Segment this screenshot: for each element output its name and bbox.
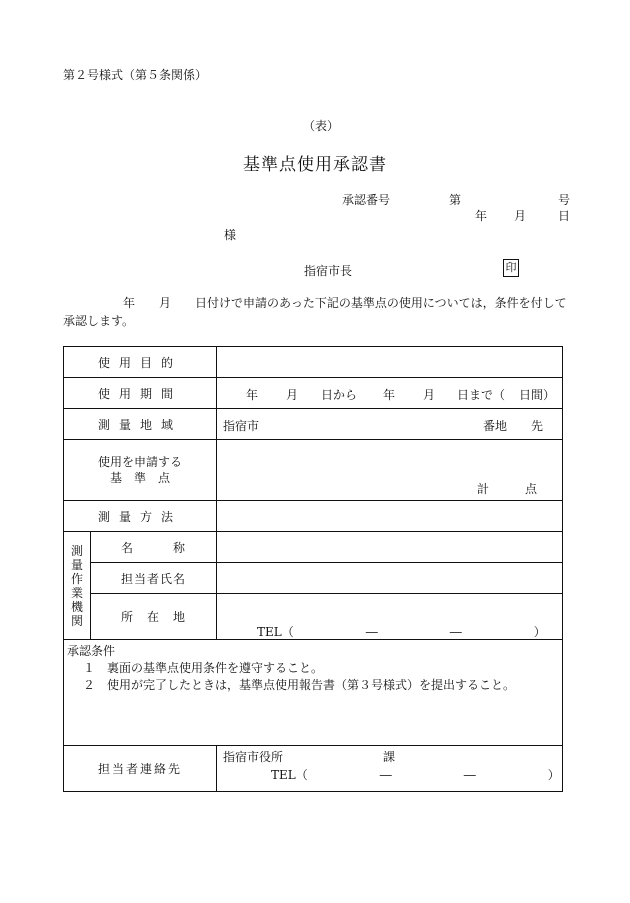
approval-number-dai: 第: [449, 193, 462, 207]
area-label: 測量地域: [64, 409, 217, 440]
condition-item-2: ２ 使用が完了したときは，基準点使用報告書（第３号様式）を提出すること。: [83, 678, 516, 692]
method-label: 測量方法: [64, 501, 217, 532]
org-address-field[interactable]: [217, 594, 563, 640]
row-period: [64, 378, 563, 409]
org-group-char-3: 作: [70, 571, 83, 586]
row-contact: [64, 746, 563, 792]
period-month-1: 月: [286, 388, 299, 402]
date-month: 月: [514, 209, 527, 223]
org-name-field[interactable]: [217, 532, 563, 563]
approval-number-label: 承認番号: [342, 193, 391, 207]
row-org-person: [64, 563, 563, 594]
row-org-address: [64, 594, 563, 640]
document-title: 基準点使用承認書: [243, 155, 387, 175]
form-number: 第２号様式（第５条関係）: [63, 68, 208, 82]
row-points: [64, 440, 563, 501]
org-group-char-6: 関: [70, 613, 83, 628]
org-group-char-5: 機: [70, 599, 83, 614]
addressee-suffix: 様: [224, 228, 237, 242]
org-person-field[interactable]: [217, 563, 563, 594]
approval-number-go: 号: [558, 193, 571, 207]
row-conditions: [64, 640, 563, 746]
org-group-char-1: 測: [70, 543, 83, 558]
period-label: 使用期間: [64, 378, 217, 409]
points-label-line-2: 基 準 点: [110, 471, 171, 485]
period-days: 日間）: [519, 388, 556, 402]
approval-form-table: [63, 346, 563, 792]
period-field[interactable]: [217, 378, 563, 409]
points-label: [64, 440, 217, 501]
row-purpose: [64, 347, 563, 378]
contact-section: 課: [383, 750, 396, 764]
area-field[interactable]: [217, 409, 563, 440]
approval-statement: 年 月 日付けで申請のあった下記の基準点の使用については，条件を付して承認します。: [63, 296, 567, 328]
area-suffix: 番地 先: [483, 419, 544, 433]
purpose-field[interactable]: [217, 347, 563, 378]
condition-item-1: １ 裏面の基準点使用条件を遵守すること。: [83, 661, 324, 675]
org-address-label: 所 在 地: [91, 594, 217, 640]
org-tel: TEL（ ― ― ）: [257, 625, 546, 639]
period-day-2: 日まで（: [457, 388, 506, 402]
period-year-1: 年: [246, 388, 259, 402]
row-org-name: [64, 532, 563, 563]
contact-tel: TEL（ ― ― ）: [271, 768, 560, 782]
date-year: 年: [475, 209, 488, 223]
contact-label: 担当者連絡先: [64, 746, 217, 792]
org-group-char-2: 量: [70, 557, 83, 572]
org-name-label: 名 称: [91, 532, 217, 563]
contact-field[interactable]: [217, 746, 563, 792]
org-person-label: 担当者氏名: [91, 563, 217, 594]
org-group-label: [64, 532, 91, 640]
row-area: [64, 409, 563, 440]
side-label: （表）: [303, 119, 340, 133]
conditions-title: 承認条件: [67, 644, 116, 658]
seal-mark: 印: [503, 259, 519, 277]
purpose-label: 使用目的: [64, 347, 217, 378]
points-field[interactable]: [217, 440, 563, 501]
area-city: 指宿市: [223, 419, 260, 433]
contact-office: 指宿市役所: [223, 750, 284, 764]
date-day: 日: [558, 209, 571, 223]
conditions-cell: [64, 640, 563, 746]
period-year-2: 年: [383, 388, 396, 402]
points-total: 計 点: [477, 482, 538, 496]
row-method: [64, 501, 563, 532]
org-group-char-4: 業: [70, 585, 83, 600]
points-label-line-1: 使用を申請する: [98, 455, 183, 469]
issuer: 指宿市長: [304, 264, 353, 278]
method-field[interactable]: [217, 501, 563, 532]
period-month-2: 月: [423, 388, 436, 402]
period-day-1: 日から: [321, 388, 358, 402]
